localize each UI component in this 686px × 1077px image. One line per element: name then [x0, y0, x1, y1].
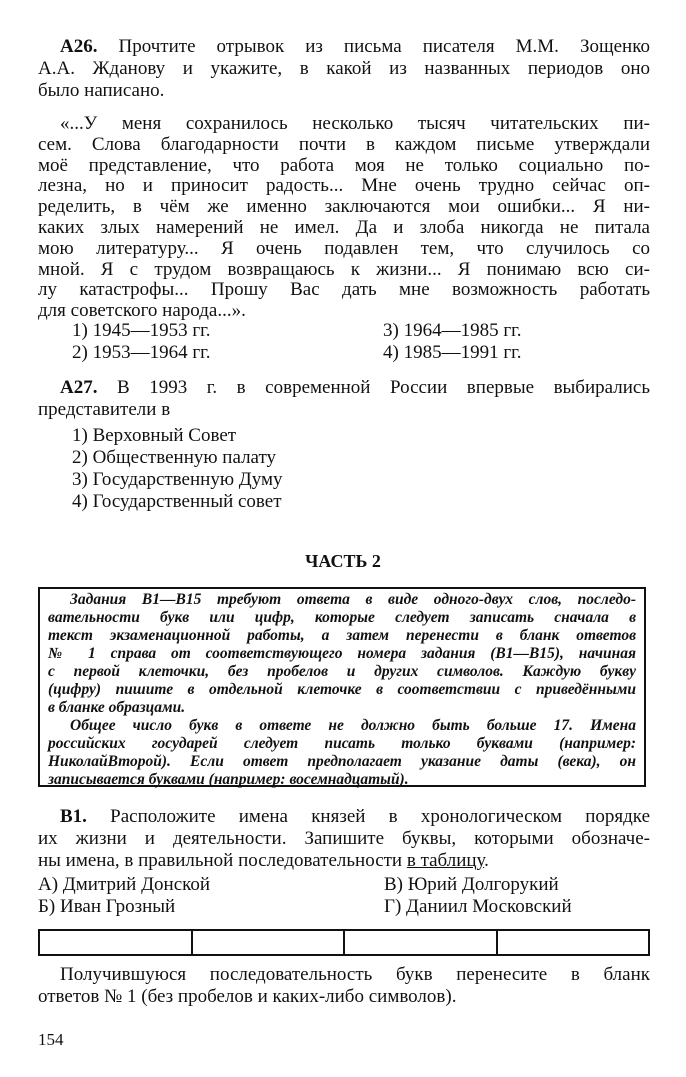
quote-line: ределить, в чём же именно заключаются мои ошибки... Я ни-	[38, 196, 650, 218]
answer-option: 2) Общественную палату	[72, 447, 277, 468]
quote-line: мной. Я с трудом возвращаюсь к жизни... Я понимаю всю си-	[38, 258, 650, 280]
text-line: было написано.	[38, 80, 165, 101]
text-line: А.А. Жданову и укажите, в какой из названных периодов оно	[38, 58, 650, 79]
quote-line: «...У меня сохранилось несколько тысяч читательских пи-	[60, 113, 650, 134]
answer-option: 3) Государственную Думу	[72, 469, 283, 490]
quote-line: лу катастрофы... Прошу Вас дать мне возможность работать	[38, 279, 650, 301]
answer-option: 4) 1985—1991 гг.	[383, 342, 522, 363]
answer-table	[38, 929, 650, 956]
page-number: 154	[38, 1030, 64, 1049]
question-b1	[38, 806, 650, 872]
instruction-line: Общее число букв в ответе не должно быть больше 17. Имена	[70, 717, 636, 734]
question-label: В1.	[60, 806, 87, 827]
instruction-line: Задания B1—B15 требуют ответа в виде одного-двух слов, последо-	[70, 591, 636, 608]
instruction-line: НиколайВторой). Если ответ предполагает указание даты (века), он	[48, 753, 636, 770]
section-heading: ЧАСТЬ 2	[305, 551, 381, 571]
instruction-line: вательности букв или цифр, которые следует записать сначала в	[48, 609, 636, 626]
quote-line: сем. Слова благодарности почти в каждом письме утверждали	[38, 133, 650, 155]
answer-option: А) Дмитрий Донской	[38, 874, 211, 895]
answer-option: 4) Государственный совет	[72, 491, 282, 512]
text-line: Расположите имена князей в хронологическом порядке	[86, 806, 650, 827]
text-line: ответов № 1 (без пробелов и каких-либо символов).	[38, 986, 457, 1007]
quote-line: для советского народа...».	[38, 300, 246, 322]
question-a27	[38, 377, 650, 421]
answer-cell[interactable]	[498, 931, 649, 954]
text-line: представители в	[38, 399, 171, 420]
quote-line: мою литературу... Я очень подавлен тем, что случилось со	[38, 237, 650, 259]
answer-cell[interactable]	[40, 931, 193, 954]
quote-line: каких злых намерений не имел. Да и злоба никогда не питала	[38, 216, 650, 238]
answer-option: 2) 1953—1964 гг.	[72, 342, 211, 363]
b1-followup	[38, 964, 650, 1008]
text-line: В 1993 г. в современной России впервые выбирались	[97, 377, 650, 398]
answer-cell[interactable]	[193, 931, 346, 954]
underlined-text: в таблицу	[406, 850, 485, 871]
instruction-line: (цифру) пишите в отдельной клеточке в соответствии с приведёнными	[48, 681, 636, 698]
text-line: ны имена, в правильной последовательности	[38, 850, 407, 871]
question-label: А27.	[60, 377, 98, 398]
instruction-line: № 1 справа от соответствующего номера задания (B1—B15), начиная	[48, 645, 636, 662]
text-line: .	[484, 850, 489, 871]
instruction-line: текст экзаменационной работы, а затем перенести в бланк ответов	[48, 627, 636, 644]
quote-line: моё представление, что работа моя не только социально по-	[38, 154, 650, 176]
question-label: А26.	[60, 36, 98, 57]
instruction-line: в бланке образцами.	[48, 699, 186, 716]
letter-quote	[38, 113, 650, 321]
instruction-line: с первой клеточки, без пробелов и других символов. Каждую букву	[48, 663, 636, 680]
instruction-line: российских государей следует писать только буквами (например:	[48, 735, 636, 752]
text-line: их жизни и деятельности. Запишите буквы, которыми обозначе-	[38, 828, 650, 849]
text-line: Прочтите отрывок из письма писателя М.М. Зощенко	[97, 36, 650, 57]
quote-line: лезна, но и приносит радость... Мне очень трудно сейчас оп-	[38, 175, 650, 197]
answer-option: 3) 1964—1985 гг.	[383, 320, 522, 341]
question-a26	[38, 36, 650, 102]
answer-option: Г) Даниил Московский	[384, 896, 572, 917]
answer-option: 1) Верховный Совет	[72, 425, 237, 446]
text-line: Получившуюся последовательность букв перенесите в бланк	[60, 964, 650, 985]
answer-cell[interactable]	[345, 931, 498, 954]
instructions-box	[38, 587, 646, 787]
answer-option: 1) 1945—1953 гг.	[72, 320, 211, 341]
answer-option: В) Юрий Долгорукий	[384, 874, 559, 895]
instruction-line: записывается буквами (например: восемнадцатый).	[48, 771, 409, 788]
answer-option: Б) Иван Грозный	[38, 896, 176, 917]
